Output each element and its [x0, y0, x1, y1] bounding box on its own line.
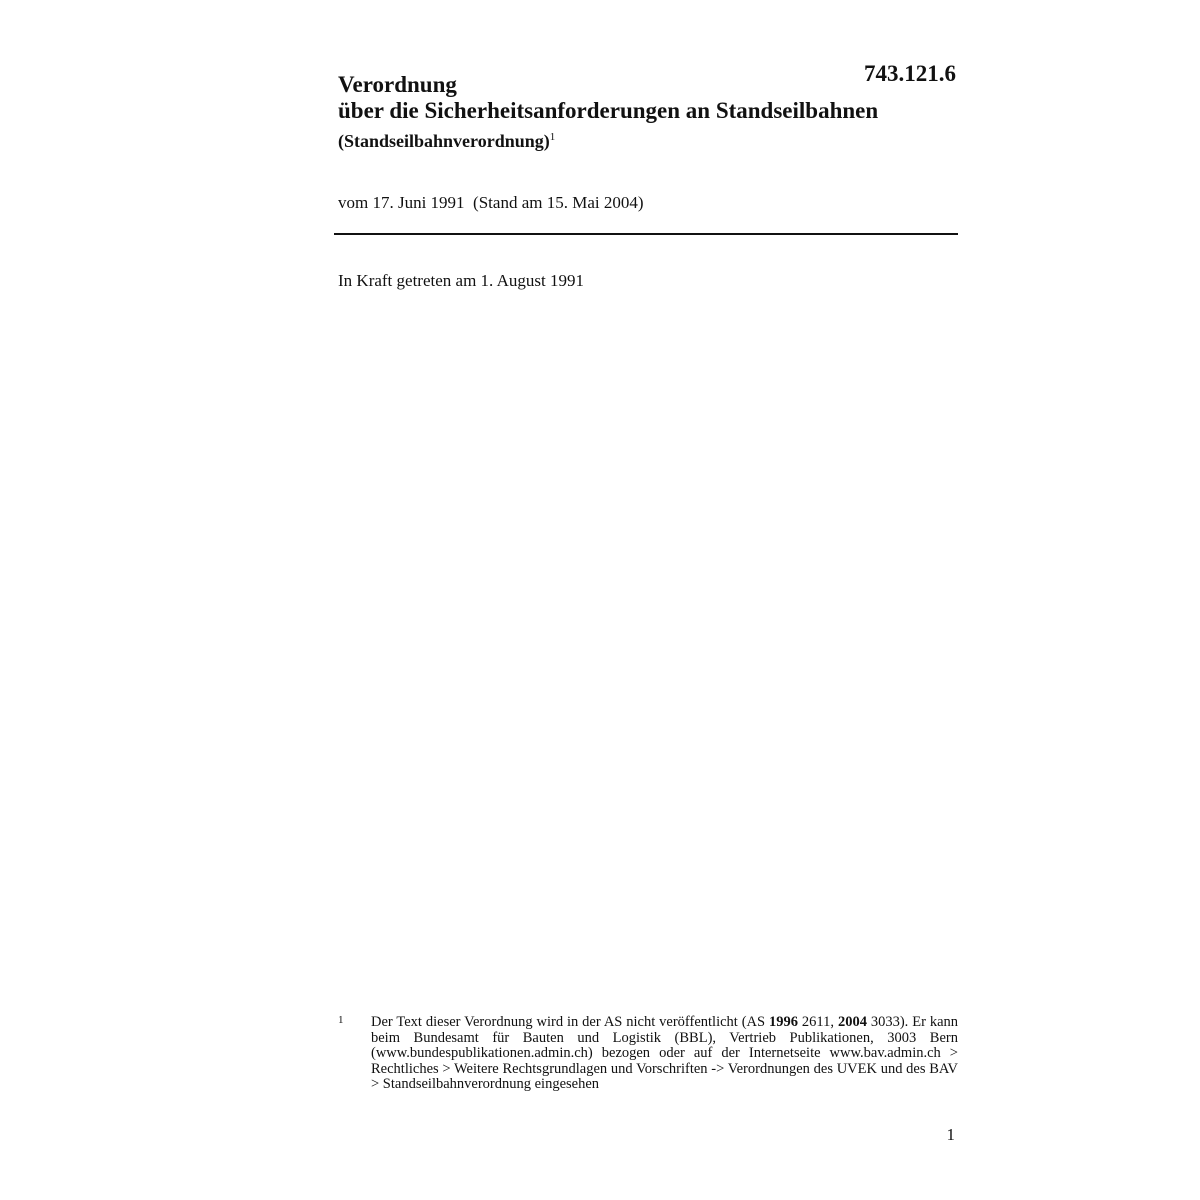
- title-line-1: Verordnung: [338, 72, 457, 97]
- horizontal-rule: [334, 233, 958, 235]
- title-line-2: über die Sicherheitsanforderungen an Standseilbahnen: [338, 98, 879, 123]
- footnote-number: 1: [338, 1014, 344, 1026]
- footnote-text-part3: 3033). Er kann beim Bundesamt für Bauten und Logistik (BBL), Vertrieb Publikationen, 3003 Bern (www.bundespublikationen.admin.ch) bezogen oder auf der Internetseite www.bav.admin.ch > Rechtliches > Weitere Rechtsgrundlagen und Vorschriften -> Verordnungen des UVEK und des BAV > Standseilbahnverordnung eingesehen: [371, 1014, 959, 1092]
- footnote-year-2004: 2004: [837, 1014, 867, 1030]
- footnote-text-part2: 2611,: [798, 1014, 838, 1030]
- footnote: [338, 1015, 958, 1093]
- footnote-text-part1: Der Text dieser Verordnung wird in der AS nicht veröffentlicht (AS: [371, 1014, 770, 1030]
- title-block: [338, 72, 958, 152]
- in-force-statement: In Kraft getreten am 1. August 1991: [338, 271, 584, 290]
- short-title: [338, 130, 958, 152]
- date-line: vom 17. Juni 1991 (Stand am 15. Mai 2004): [338, 193, 644, 212]
- footnote-text: [371, 1015, 958, 1093]
- sr-number: 743.121.6: [864, 61, 956, 86]
- short-title-text: (Standseilbahnverordnung): [338, 131, 550, 151]
- footnote-reference[interactable]: 1: [549, 131, 556, 143]
- footnote-year-1996: 1996: [769, 1014, 799, 1030]
- page-number: 1: [946, 1125, 955, 1144]
